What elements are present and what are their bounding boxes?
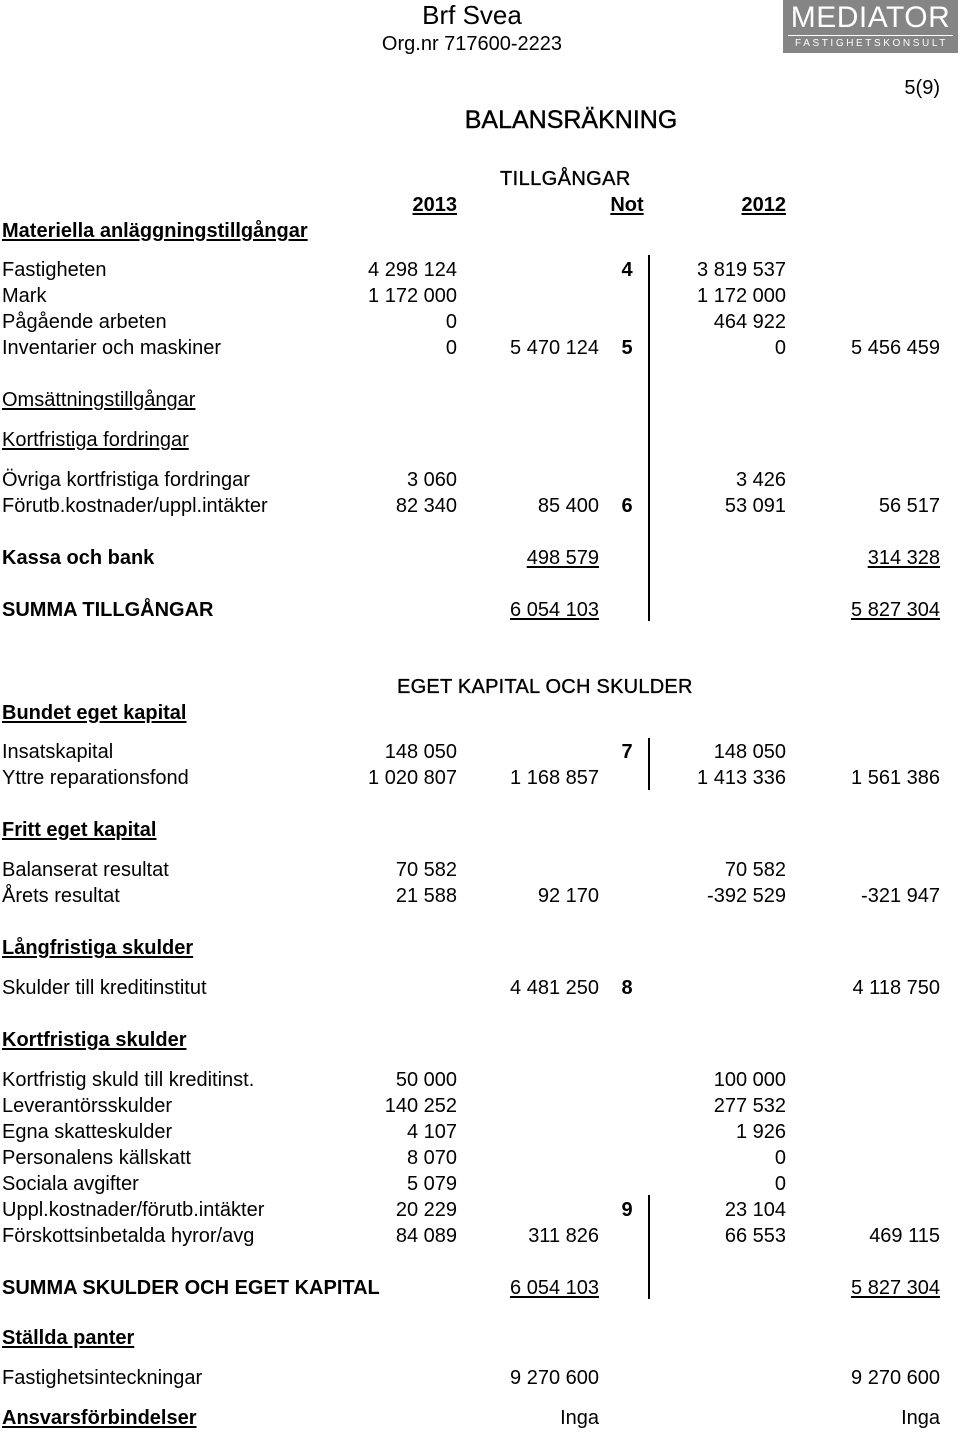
value-2012: 0: [774, 1173, 786, 1195]
org-number: Org.nr 717600-2223: [381, 33, 563, 55]
row-kassa-och-bank: [0, 546, 960, 570]
subtotal-2012: Inga: [901, 1407, 940, 1429]
row-personalens-kallskatt: [0, 1146, 960, 1170]
row-egna-skatteskulder: [0, 1120, 960, 1144]
row-sociala-avgifter: [0, 1172, 960, 1196]
value-2013: 140 252: [384, 1095, 457, 1117]
subtotal-2012: 4 118 750: [852, 977, 940, 999]
subtotal-2012: 1 561 386: [851, 767, 940, 789]
value-2012: 100 000: [713, 1069, 786, 1091]
subtotal-2013: 311 826: [528, 1225, 599, 1247]
value-2013: 1 020 807: [368, 767, 457, 789]
row-mark: [0, 284, 960, 308]
row-label: Insatskapital: [2, 741, 114, 763]
note-ref: 5: [621, 337, 633, 359]
subtotal-2012: 9 270 600: [851, 1367, 940, 1389]
value-2013: 50 000: [395, 1069, 457, 1091]
row-label: Inventarier och maskiner: [2, 337, 221, 359]
column-header-2012: 2012: [741, 194, 786, 216]
note-ref: 8: [621, 977, 633, 999]
value-2013: 70 582: [395, 859, 457, 881]
row-skulder-kreditinstitut: [0, 976, 960, 1000]
row-insatskapital: [0, 740, 960, 764]
fixed-assets-heading: Materiella anläggningstillgångar: [2, 220, 308, 242]
row-label: Pågående arbeten: [2, 311, 167, 333]
subtotal-2013: 498 579: [526, 547, 599, 569]
subtotal-2013: 92 170: [537, 885, 599, 907]
receivables-heading: Kortfristiga fordringar: [2, 429, 189, 451]
section-heading: [0, 388, 960, 412]
subtotal-2013: 85 400: [537, 495, 599, 517]
value-2013: 0: [445, 337, 457, 359]
row-label: Fastighetsinteckningar: [2, 1367, 203, 1389]
contingent-liabilities-heading: Ansvarsförbindelser: [2, 1407, 197, 1429]
row-pagaende-arbeten: [0, 310, 960, 334]
value-2013: 3 060: [406, 469, 457, 491]
column-divider: [648, 255, 650, 621]
value-2012: 3 426: [735, 469, 786, 491]
row-uppl-kostnader: [0, 1198, 960, 1222]
total-2012: 5 827 304: [851, 1277, 940, 1299]
row-label: Årets resultat: [2, 885, 120, 907]
subtotal-2012: 314 328: [867, 547, 940, 569]
section-heading: [0, 701, 960, 725]
value-2012: 53 091: [724, 495, 786, 517]
value-2013: 4 107: [406, 1121, 457, 1143]
value-2012: 66 553: [724, 1225, 786, 1247]
section-heading: [0, 428, 960, 452]
row-summa-tillgangar: [0, 598, 960, 622]
value-2013: 4 298 124: [368, 259, 457, 281]
value-2012: -392 529: [707, 885, 786, 907]
value-2013: 5 079: [406, 1173, 457, 1195]
long-term-liabilities-heading: Långfristiga skulder: [2, 937, 194, 959]
company-name: Brf Svea: [422, 0, 522, 30]
row-label: Sociala avgifter: [2, 1173, 139, 1195]
note-ref: 9: [621, 1199, 633, 1221]
section-heading: [0, 1326, 960, 1350]
total-2013: 6 054 103: [510, 1277, 599, 1299]
value-2013: 21 588: [395, 885, 457, 907]
row-forutb-kostnader: [0, 494, 960, 518]
logo-name: MEDIATOR: [790, 1, 951, 34]
short-term-liabilities-heading: Kortfristiga skulder: [2, 1029, 187, 1051]
row-ansvarsforbindelser: [0, 1406, 960, 1430]
equity-liabilities-heading: EGET KAPITAL OCH SKULDER: [397, 676, 693, 698]
value-2013: 84 089: [395, 1225, 457, 1247]
section-heading: [0, 936, 960, 960]
total-2013: 6 054 103: [510, 599, 599, 621]
value-2013: 1 172 000: [368, 285, 457, 307]
row-ovriga-fordringar: [0, 468, 960, 492]
subtotal-2013: Inga: [560, 1407, 599, 1429]
value-2013: 148 050: [384, 741, 457, 763]
mediator-logo: [783, 0, 958, 53]
row-label: Balanserat resultat: [2, 859, 169, 881]
value-2012: 1 172 000: [697, 285, 786, 307]
subtotal-2012: 469 115: [869, 1225, 940, 1247]
logo-divider: [788, 35, 953, 36]
row-forskottsinbetalda: [0, 1224, 960, 1248]
total-2012: 5 827 304: [851, 599, 940, 621]
note-ref: 4: [621, 259, 633, 281]
pledged-assets-heading: Ställda panter: [2, 1327, 135, 1349]
section-heading: [0, 219, 960, 243]
row-leverantorsskulder: [0, 1094, 960, 1118]
page-title: BALANSRÄKNING: [464, 106, 678, 134]
value-2012: 464 922: [713, 311, 786, 333]
column-header-note: Not: [610, 194, 644, 216]
subtotal-2012: -321 947: [861, 885, 940, 907]
row-label: Leverantörsskulder: [2, 1095, 173, 1117]
section-heading: [0, 1028, 960, 1052]
row-balanserat-resultat: [0, 858, 960, 882]
value-2013: 0: [445, 311, 457, 333]
row-label: Egna skatteskulder: [2, 1121, 173, 1143]
row-fastighetsinteckningar: [0, 1366, 960, 1390]
row-label: Förutb.kostnader/uppl.intäkter: [2, 495, 268, 517]
note-ref: 7: [621, 741, 633, 763]
value-2012: 148 050: [713, 741, 786, 763]
current-assets-heading: Omsättningstillgångar: [2, 389, 196, 411]
subtotal-2013: 9 270 600: [510, 1367, 599, 1389]
row-label: Yttre reparationsfond: [2, 767, 189, 789]
value-2012: 3 819 537: [697, 259, 786, 281]
value-2012: 277 532: [713, 1095, 786, 1117]
row-label: Övriga kortfristiga fordringar: [2, 469, 250, 491]
subtotal-2012: 5 456 459: [851, 337, 940, 359]
value-2012: 23 104: [724, 1199, 786, 1221]
row-kortfristig-skuld: [0, 1068, 960, 1092]
total-label: SUMMA TILLGÅNGAR: [2, 599, 214, 621]
column-header-2013: 2013: [412, 194, 457, 216]
row-label: Mark: [2, 285, 47, 307]
value-2012: 1 413 336: [697, 767, 786, 789]
row-label: Skulder till kreditinstitut: [2, 977, 207, 999]
row-label: Uppl.kostnader/förutb.intäkter: [2, 1199, 265, 1221]
row-inventarier: [0, 336, 960, 360]
section-heading: [0, 818, 960, 842]
row-label: Fastigheten: [2, 259, 107, 281]
subtotal-2013: 4 481 250: [510, 977, 599, 999]
row-arets-resultat: [0, 884, 960, 908]
row-fastigheten: [0, 258, 960, 282]
column-divider: [648, 738, 650, 790]
value-2012: 0: [774, 337, 786, 359]
row-label: Förskottsinbetalda hyror/avg: [2, 1225, 255, 1247]
unrestricted-equity-heading: Fritt eget kapital: [2, 819, 157, 841]
value-2012: 70 582: [724, 859, 786, 881]
value-2013: 82 340: [395, 495, 457, 517]
subtotal-2013: 5 470 124: [510, 337, 599, 359]
column-divider: [648, 1195, 650, 1299]
row-yttre-reparationsfond: [0, 766, 960, 790]
row-label: Kortfristig skuld till kreditinst.: [2, 1069, 255, 1091]
page-number: 5(9): [904, 77, 940, 99]
column-headers: [0, 193, 960, 217]
row-label: Kassa och bank: [2, 547, 155, 569]
value-2013: 8 070: [406, 1147, 457, 1169]
restricted-equity-heading: Bundet eget kapital: [2, 702, 187, 724]
value-2012: 0: [774, 1147, 786, 1169]
logo-tagline: FASTIGHETSKONSULT: [795, 38, 948, 49]
value-2012: 1 926: [735, 1121, 786, 1143]
subtotal-2012: 56 517: [878, 495, 940, 517]
assets-heading: TILLGÅNGAR: [500, 168, 631, 190]
subtotal-2013: 1 168 857: [510, 767, 599, 789]
value-2013: 20 229: [395, 1199, 457, 1221]
row-label: Personalens källskatt: [2, 1147, 191, 1169]
note-ref: 6: [621, 495, 633, 517]
row-summa-skulder-eget-kapital: [0, 1276, 960, 1300]
total-label: SUMMA SKULDER OCH EGET KAPITAL: [2, 1277, 380, 1299]
